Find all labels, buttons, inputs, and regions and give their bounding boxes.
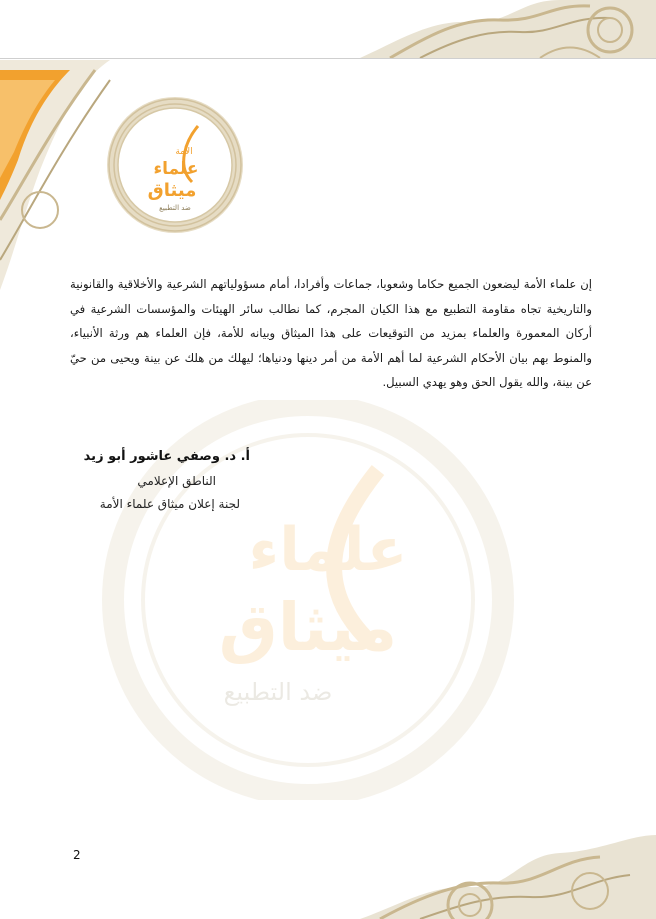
logo <box>106 96 244 234</box>
signature-block <box>40 447 250 515</box>
logo-text-big: ميثاق <box>147 180 197 201</box>
watermark-text-big: ميثاق <box>218 589 398 666</box>
page-number: 2 <box>73 848 81 862</box>
logo-text-sub: ضد التطبيع <box>159 204 191 212</box>
top-right-ornament <box>360 0 656 58</box>
watermark-text-sub: ضد التطبيع <box>223 678 333 706</box>
header-divider <box>0 58 656 59</box>
signatory-organization: لجنة إعلان ميثاق علماء الأمة <box>99 497 240 511</box>
signatory-name: أ. د. وصفي عاشور أبو زيد <box>83 449 250 464</box>
logo-badge <box>106 96 244 234</box>
watermark-text-main: علماء <box>248 515 408 585</box>
logo-text-top: الأمة <box>175 147 193 157</box>
logo-text-main: علماء <box>153 159 199 179</box>
body-paragraph: إن علماء الأمة ليضعون الجميع حكاما وشعوبا، جماعات وأفرادا، أمام مسؤولياتهم الشرعية والأخلاقية والقانونية والتاريخية تجاه مقاومة التطبيع مع هذا الكيان المجرم، كما نطالب سائر الهيئات والمؤسسات الشرعية في أركان المعمورة والعلماء بمزيد من التوقيعات على هذا الميثاق وبيانه للأمة، فإن العلماء هم ورثة الأنبياء، والمنوط بهم بيان الأحكام الشرعية لما أهم الأمة من أمر دينها ودنياها؛ ليهلك من هلك عن بينة ويحيى من حيّ عن بينة، والله يقول الحق وهو يهدي السبيل. <box>70 277 592 389</box>
signatory-role: الناطق الإعلامي <box>137 474 216 488</box>
bottom-right-ornament <box>360 835 656 919</box>
top-left-ornament <box>0 60 120 290</box>
